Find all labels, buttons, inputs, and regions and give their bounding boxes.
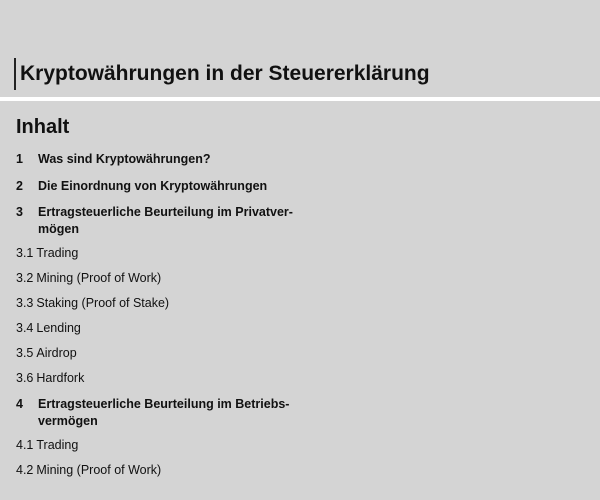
title-divider (0, 97, 600, 101)
toc-entry-label: Trading (36, 438, 79, 452)
toc-entry-label: Airdrop (36, 346, 77, 360)
toc-heading: Inhalt (16, 116, 70, 138)
toc-entry[interactable] (16, 462, 346, 478)
toc-entry-label: Was sind Kryptowährungen? (38, 152, 211, 166)
toc-entry-number: 3 (16, 205, 23, 219)
toc-entry-number: 2 (16, 179, 23, 193)
toc-entry-number: 4 (16, 397, 23, 411)
toc-entry-text (16, 295, 346, 311)
toc-entry[interactable] (16, 151, 346, 167)
toc-entry-label: Trading (36, 246, 79, 260)
toc-entry[interactable] (16, 270, 346, 286)
toc-entry-label: Die Einordnung von Kryptowährungen (38, 179, 268, 193)
toc-entry[interactable] (16, 204, 346, 237)
toc-entry-text (16, 320, 346, 336)
toc-entry-label: Ertragsteuerliche Beurteilung im Privatver- (38, 205, 293, 219)
toc-entry[interactable] (16, 345, 346, 361)
toc-entry[interactable] (16, 245, 346, 261)
toc-entry-number: 1 (16, 152, 23, 166)
toc-entry-label-continued: vermögen (38, 414, 98, 428)
toc-entry-number: 3.1 (16, 246, 34, 260)
toc-entry-text (16, 270, 346, 286)
toc-entry-text (16, 245, 346, 261)
toc-entry-label: Mining (Proof of Work) (36, 463, 162, 477)
toc-entry-number: 3.3 (16, 296, 34, 310)
toc-entry-text (16, 370, 346, 386)
toc-entry-text (16, 437, 346, 453)
toc-entry-label: Ertragsteuerliche Beurteilung im Betriebs- (38, 397, 290, 411)
document-title: Kryptowährungen in der Steuererklärung (20, 62, 430, 85)
toc-entry-number: 3.2 (16, 271, 34, 285)
toc-entry-label: Lending (36, 321, 81, 335)
toc-entry-label-continued: mögen (38, 222, 79, 236)
toc-entry[interactable] (16, 370, 346, 386)
toc-entry[interactable] (16, 320, 346, 336)
toc-entry-number: 3.5 (16, 346, 34, 360)
toc-entry[interactable] (16, 295, 346, 311)
toc-entry-number: 3.6 (16, 371, 34, 385)
toc-entry-number: 4.1 (16, 438, 34, 452)
toc-entry[interactable] (16, 178, 346, 194)
toc-entry-label: Hardfork (36, 371, 85, 385)
toc-entry-text (16, 345, 346, 361)
toc-entry-label: Staking (Proof of Stake) (36, 296, 170, 310)
toc-entry[interactable] (16, 396, 346, 429)
toc-entry-number: 3.4 (16, 321, 34, 335)
toc-entry-text (16, 462, 346, 478)
toc-entry[interactable] (16, 437, 346, 453)
toc-entry-number: 4.2 (16, 463, 34, 477)
toc-entry-label: Mining (Proof of Work) (36, 271, 162, 285)
document-title-bar (14, 58, 430, 90)
